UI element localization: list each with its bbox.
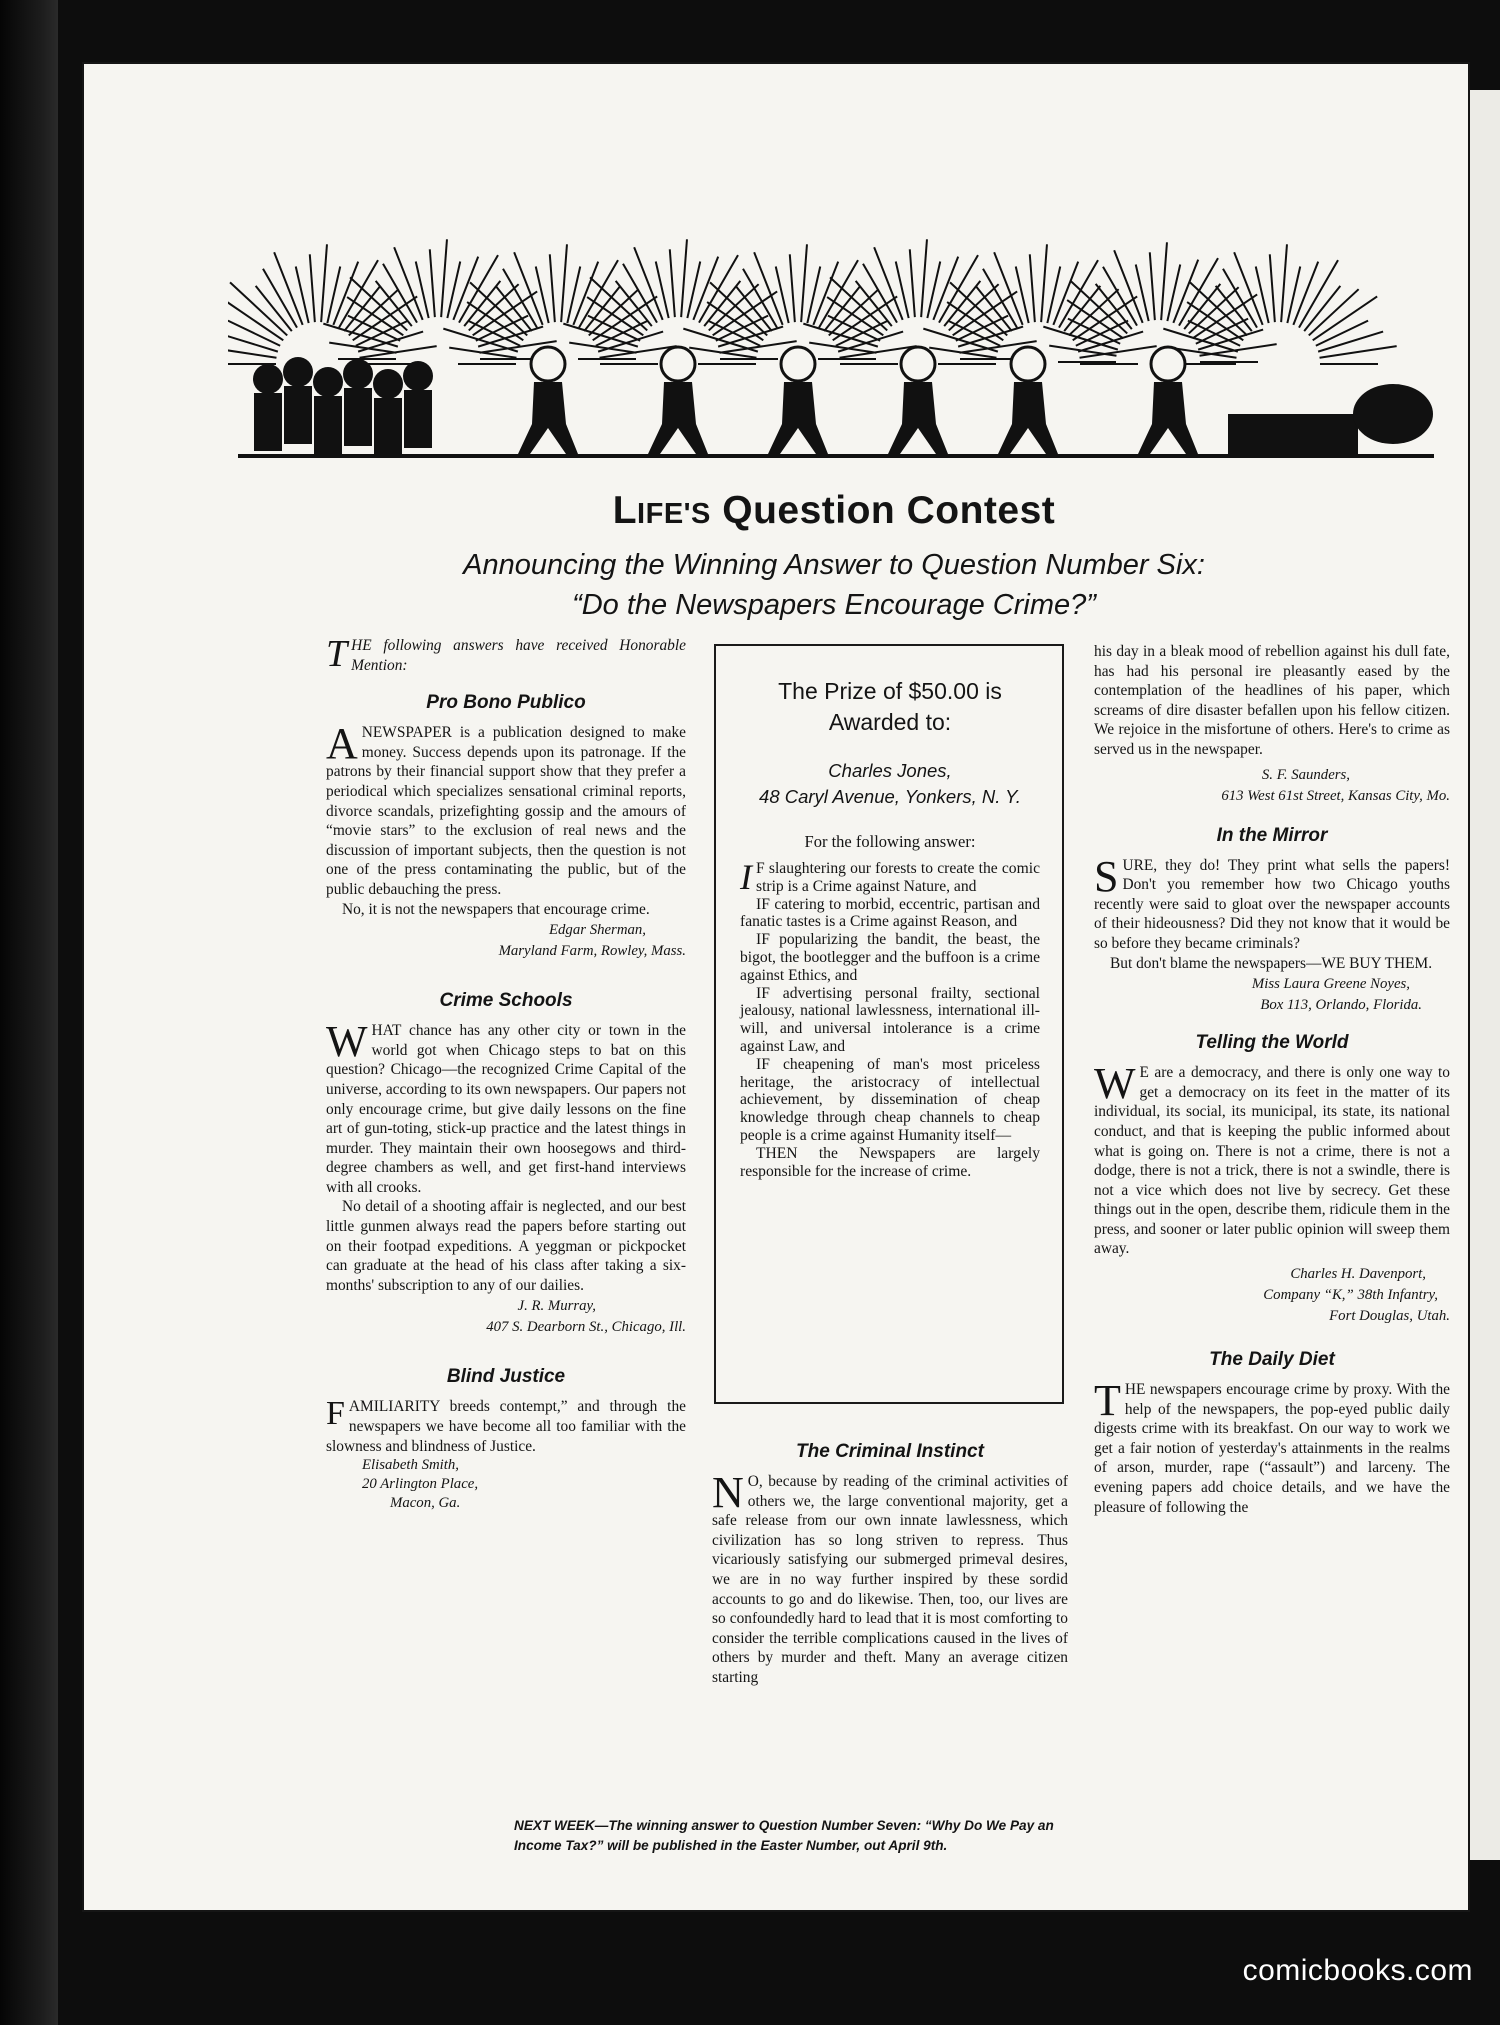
paragraph-text: NEWSPAPER is a publication designed to make money. Success depends upon its patronage. If the patrons by their financial support show that they prefer a periodical which specializes sensational criminal reports, divorce scandals, prizefighting gossip and the amours of “movie stars” to the exclusion of real news and the discussion of important subjects, then the question is not one of the press contaminating the public, but of the public debauching the press. bbox=[326, 724, 686, 898]
figure-head bbox=[373, 369, 403, 399]
dropcap: W bbox=[1094, 1059, 1136, 1109]
winner-address: 48 Caryl Avenue, Yonkers, N. Y. bbox=[759, 786, 1021, 807]
banner-ray bbox=[1270, 254, 1275, 322]
signature-name: J. R. Murray, bbox=[517, 1298, 596, 1315]
figure-body bbox=[284, 386, 312, 444]
banner-ray bbox=[670, 249, 675, 317]
answer-paragraph: IF popularizing the bandit, the beast, the bigot, the bootlegger and the buffoon is a crime against Ethics, and bbox=[740, 931, 1040, 984]
article-paragraph bbox=[1094, 851, 1450, 954]
article-blind-justice bbox=[326, 1365, 686, 1513]
watermark-text: comicbooks.com bbox=[1242, 1954, 1473, 1987]
figure-head bbox=[901, 347, 935, 381]
banner-ray bbox=[550, 254, 555, 322]
figure-body bbox=[254, 393, 282, 451]
figure-body bbox=[404, 390, 432, 448]
article-title: Blind Justice bbox=[446, 1366, 566, 1388]
signature-name: Elisabeth Smith, bbox=[362, 1457, 459, 1474]
figure-body bbox=[344, 388, 372, 446]
article-the-daily-diet bbox=[1094, 1348, 1450, 1517]
figure-head bbox=[531, 347, 565, 381]
article-title: The Criminal Instinct bbox=[796, 1441, 984, 1462]
signature-name: S. F. Saunders, bbox=[1261, 766, 1350, 783]
subtitle-line-2: “Do the Newspapers Encourage Crime?” bbox=[572, 589, 1096, 621]
figure-head bbox=[253, 364, 283, 394]
article-title: The Daily Diet bbox=[1209, 1349, 1335, 1371]
answer-paragraph: IF advertising personal frailty, sectional jealousy, national lawlessness, international ill-will, and universal intolerance is a crime against Law, and bbox=[740, 984, 1040, 1055]
article-paragraph bbox=[1094, 1376, 1450, 1517]
answer-paragraph: IF catering to morbid, eccentric, partisan and fanatic tastes is a Crime against Reason, and bbox=[740, 895, 1040, 931]
honorable-mention-intro bbox=[326, 633, 686, 675]
banner-ray bbox=[1030, 254, 1035, 322]
article-paragraph bbox=[326, 719, 686, 899]
dropcap: A bbox=[326, 719, 358, 769]
banner-ray bbox=[441, 239, 447, 317]
article-title: Telling the World bbox=[1195, 1032, 1349, 1054]
banner-ray bbox=[1049, 346, 1116, 356]
banner-illustration bbox=[228, 214, 1444, 474]
figure-body bbox=[314, 396, 342, 454]
article-title: Pro Bono Publico bbox=[426, 692, 586, 714]
prize-heading-line-2: Awarded to: bbox=[828, 709, 952, 735]
banner-ray bbox=[1161, 242, 1167, 320]
column-left bbox=[326, 633, 686, 1513]
banner-ray bbox=[310, 254, 315, 322]
figure-head bbox=[313, 367, 343, 397]
title-smallcaps: IFE'S bbox=[637, 498, 711, 530]
figure-body bbox=[1138, 382, 1198, 454]
winner-name: Charles Jones, bbox=[828, 760, 952, 781]
prize-lead: For the following answer: bbox=[804, 832, 976, 851]
figure-head bbox=[343, 359, 373, 389]
article-paragraph: But don't blame the newspapers—WE BUY THEM. bbox=[1110, 954, 1433, 972]
banner-ray bbox=[329, 343, 396, 353]
figure-head bbox=[403, 361, 433, 391]
figure-body bbox=[518, 382, 578, 454]
signature-address: 613 West 61st Street, Kansas City, Mo. bbox=[1221, 787, 1450, 804]
figure-body bbox=[768, 382, 828, 454]
dropcap: I bbox=[740, 857, 752, 897]
continued-paragraph: his day in a bleak mood of rebellion against his dull fate, has had his personal ire pleasantly eased by the contemplation of the headlines of his paper, which screams of dire disaster befallen upon his fellow citizen. We rejoice in the misfortune of others. Here's to crime as served us in the newspaper. bbox=[1094, 643, 1450, 758]
signature-address: Maryland Farm, Rowley, Mass. bbox=[498, 943, 686, 960]
intro-text: HE following answers have received Honorable Mention: bbox=[351, 637, 686, 674]
banner-ray bbox=[321, 244, 327, 322]
banner-ray bbox=[790, 254, 795, 322]
signature-unit: Company “K,” 38th Infantry, bbox=[1263, 1287, 1438, 1304]
subtitle-line-1: Announcing the Winning Answer to Question Number Six: bbox=[463, 549, 1205, 581]
banner-ray bbox=[1150, 252, 1155, 320]
article-paragraph bbox=[326, 1017, 686, 1197]
signature-name: Edgar Sherman, bbox=[549, 922, 646, 939]
signature-city: Macon, Ga. bbox=[390, 1495, 461, 1512]
answer-paragraph: IF cheapening of man's most priceless heritage, the aristocracy of intellectual achievement, by dissemination of cheap knowledge through cheap channels to cheap people is a crime against Humanity itself— bbox=[740, 1055, 1040, 1144]
answer-paragraph: THEN the Newspapers are largely responsible for the increase of crime. bbox=[740, 1144, 1040, 1180]
signature-address: Box 113, Orlando, Florida. bbox=[1260, 997, 1422, 1014]
signature-name: Charles H. Davenport, bbox=[1290, 1266, 1426, 1283]
article-paragraph bbox=[712, 1468, 1068, 1688]
article-paragraph bbox=[326, 1397, 686, 1456]
paragraph-text: F slaughtering our forests to create the comic strip is a Crime against Nature, and bbox=[756, 860, 1040, 895]
magazine-page bbox=[84, 64, 1468, 1910]
article-title: Crime Schools bbox=[439, 990, 573, 1012]
article-crime-schools bbox=[326, 989, 686, 1337]
page-content bbox=[84, 64, 1468, 1910]
figure-body bbox=[374, 398, 402, 456]
banner-ray bbox=[681, 239, 687, 317]
article-paragraph: No detail of a shooting affair is neglected, and our best little gunmen always read the papers before starting out on their footpad expeditions. A yeggman or pickpocket can graduate at the head of his class after taking a six-months' subscription to any of our dailies. bbox=[326, 1198, 686, 1294]
paragraph-text: AMILIARITY breeds contempt,” and through the newspapers we have become all too familiar with the slowness and blindness of Justice. bbox=[326, 1398, 686, 1455]
banner-ray bbox=[1078, 332, 1143, 352]
article-in-the-mirror bbox=[1094, 824, 1450, 1016]
dropcap: W bbox=[326, 1017, 368, 1067]
figure-head bbox=[283, 357, 313, 387]
banner-ray bbox=[921, 239, 927, 317]
signature-address: Fort Douglas, Utah. bbox=[1329, 1308, 1450, 1325]
next-page-edge bbox=[1464, 90, 1500, 1860]
column-middle bbox=[712, 1424, 1068, 1688]
banner-ray bbox=[1041, 244, 1047, 322]
page-title bbox=[214, 484, 1454, 541]
signature-address: 407 S. Dearborn St., Chicago, Ill. bbox=[486, 1319, 686, 1336]
banner-ray bbox=[561, 244, 567, 322]
figure-head bbox=[781, 347, 815, 381]
article-paragraph: No, it is not the newspapers that encourage crime. bbox=[342, 900, 650, 918]
banner-ray bbox=[1318, 332, 1383, 352]
signature-name: Miss Laura Greene Noyes, bbox=[1251, 976, 1410, 993]
figure-head bbox=[661, 347, 695, 381]
article-telling-the-world bbox=[1094, 1031, 1450, 1326]
banner-ray bbox=[801, 244, 807, 322]
figure-body bbox=[648, 382, 708, 454]
wreath bbox=[1353, 384, 1433, 444]
signature-address: 20 Arlington Place, bbox=[362, 1476, 479, 1493]
paragraph-text: URE, they do! They print what sells the papers! Don't you remember how two Chicago youths recently were said to gloat over the newspaper accounts of their hideousness? Did they not know that it would be so before they became criminals? bbox=[1094, 856, 1450, 952]
column-right bbox=[1094, 642, 1450, 1517]
banner-ray bbox=[809, 343, 876, 353]
figure-body bbox=[888, 382, 948, 454]
figure-body bbox=[998, 382, 1058, 454]
paragraph-text: E are a democracy, and there is only one way to get a democracy on its feet in the matter of its individual, its social, its municipal, its state, its national conduct, and that is keeping the public informed about what is going on. There is not a crime, there is not a dodge, there is not a trick, there is not a swindle, there is not a vice which does not live by secrecy. Get these things out in the open, describe them, ridicule them in the press, and sooner or later public opinion will sweep them away. bbox=[1094, 1064, 1450, 1258]
figure-head bbox=[1151, 347, 1185, 381]
article-title: In the Mirror bbox=[1216, 824, 1328, 846]
contest-heading bbox=[214, 484, 1454, 625]
dropcap: T bbox=[1094, 1376, 1121, 1426]
dropcap: S bbox=[1094, 851, 1119, 901]
dropcap: T bbox=[326, 633, 348, 675]
paragraph-text: O, because by reading of the criminal activities of others we, the large conventional majority, get a safe release from our own innate lawlessness, which civilization has so long striven to repress. Thus vicariously satisfying our submerged primeval desires, we are in no way further inspired by these sordid accounts to go and do likewise. Then, too, our lives are so confoundedly hard to lead that it is most comforting to consider the terrible complications caused in the lives of others by murder and theft. Many an average citizen starting bbox=[712, 1473, 1068, 1686]
book-binding bbox=[0, 0, 58, 2025]
dropcap: F bbox=[326, 1395, 345, 1433]
banner-ray bbox=[910, 249, 915, 317]
banner-ray bbox=[430, 249, 435, 317]
title-initial: L bbox=[612, 489, 638, 532]
prize-heading-line-1: The Prize of $50.00 is bbox=[778, 678, 1002, 704]
article-pro-bono-publico bbox=[326, 691, 686, 961]
figure-head bbox=[1011, 347, 1045, 381]
answer-paragraph bbox=[740, 857, 1040, 897]
paragraph-text: HE newspapers encourage crime by proxy. With the help of the newspapers, the pop-eyed public daily digests crime with its breakfast. On our way to work we get a fair notion of yesterday's attainments in the realms of arson, murder, rape (“assault”) and larceny. The evening papers add choice details, and we have the pleasure of following the bbox=[1094, 1381, 1450, 1516]
next-week-notice: NEXT WEEK—The winning answer to Question Number Seven: “Why Do We Pay an Income Tax?” will be published in the Easter Number, out April 9th. bbox=[514, 1818, 1054, 1853]
dropcap: N bbox=[712, 1468, 744, 1517]
banner-ray bbox=[1281, 244, 1287, 322]
paragraph-text: HAT chance has any other city or town in the world got when Chicago steps to bat on this question? Chicago—the recognized Crime Capital of the universe, according to its own newspapers. Our papers not only encourage crime, but give daily lessons on the fine art of gun-toting, stick-up practice and the latest things in murder. They maintain their own hoosegows and third-degree chambers as well, and get first-hand interviews with all crooks. bbox=[326, 1022, 686, 1196]
prize-box bbox=[714, 644, 1064, 1404]
banner-ray bbox=[569, 343, 636, 353]
pedestal bbox=[1228, 414, 1358, 454]
article-paragraph bbox=[1094, 1059, 1450, 1259]
title-rest: Question Contest bbox=[722, 489, 1056, 532]
